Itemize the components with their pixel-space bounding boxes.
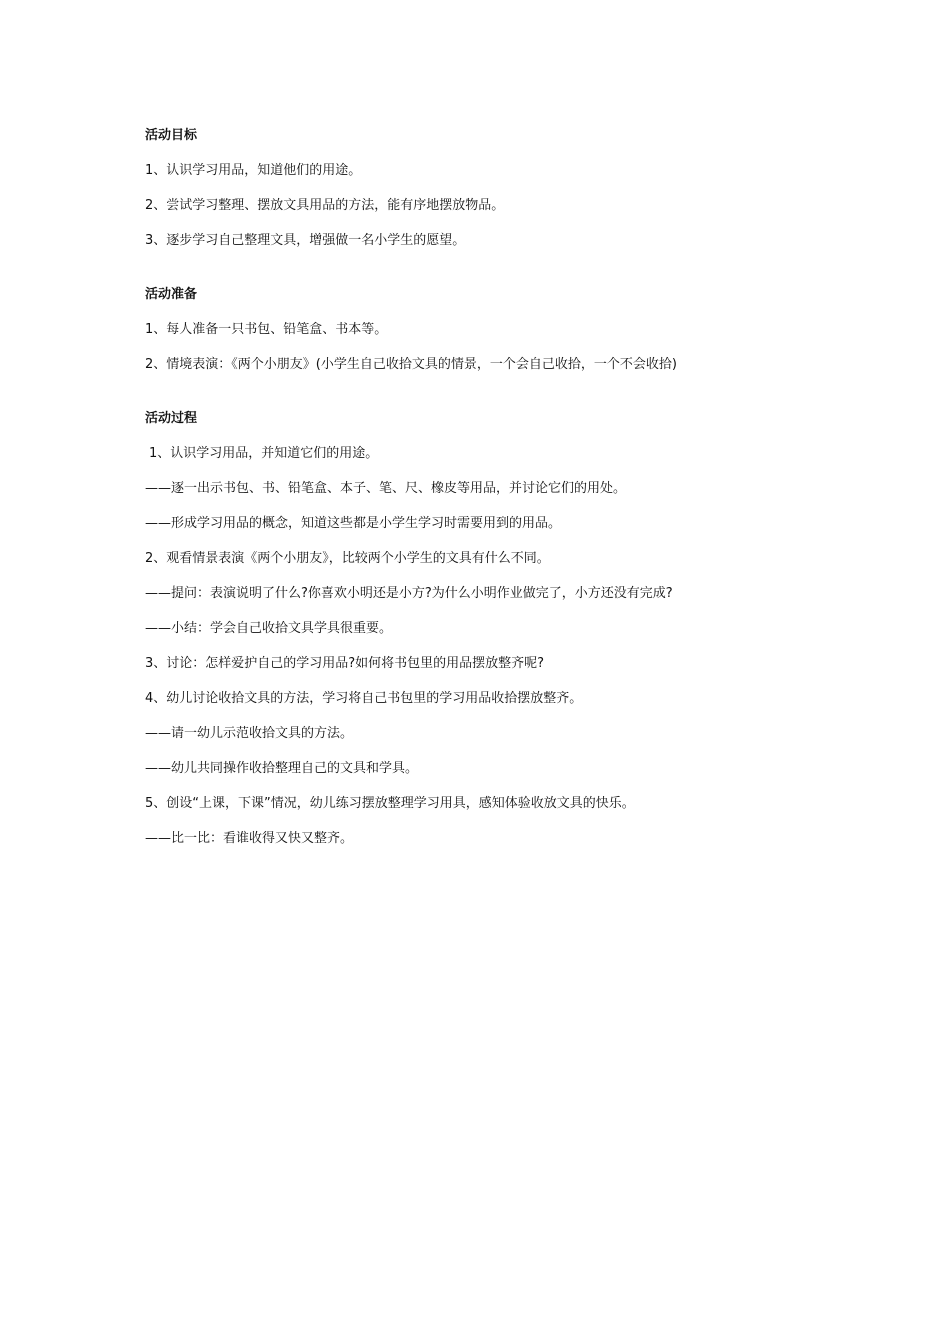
goal-item: 2、尝试学习整理、摆放文具用品的方法，能有序地摆放物品。 bbox=[145, 198, 505, 213]
section-title-preparation: 活动准备 bbox=[145, 287, 198, 302]
section-title-process: 活动过程 bbox=[145, 411, 198, 426]
process-step: 4、幼儿讨论收拾文具的方法，学习将自己书包里的学习用品收拾摆放整齐。 bbox=[145, 691, 583, 706]
section-spacer bbox=[145, 382, 845, 401]
process-step: 5、创设“上课，下课”情况，幼儿练习摆放整理学习用具，感知体验收放文具的快乐。 bbox=[145, 796, 635, 811]
process-detail: ——逐一出示书包、书、铅笔盒、本子、笔、尺、橡皮等用品，并讨论它们的用处。 bbox=[145, 481, 627, 496]
goal-item: 3、逐步学习自己整理文具，增强做一名小学生的愿望。 bbox=[145, 233, 466, 248]
process-detail: ——比一比：看谁收得又快又整齐。 bbox=[145, 831, 354, 846]
process-detail: ——请一幼儿示范收拾文具的方法。 bbox=[145, 726, 354, 741]
process-detail: ——形成学习用品的概念，知道这些都是小学生学习时需要用到的用品。 bbox=[145, 516, 562, 531]
process-step: 3、讨论：怎样爱护自己的学习用品?如何将书包里的用品摆放整齐呢? bbox=[145, 656, 545, 671]
goal-item: 1、认识学习用品，知道他们的用途。 bbox=[145, 163, 362, 178]
document-page bbox=[145, 118, 845, 856]
process-step: 2、观看情景表演《两个小朋友》，比较两个小学生的文具有什么不同。 bbox=[145, 551, 550, 566]
process-detail: ——提问：表演说明了什么?你喜欢小明还是小方?为什么小明作业做完了，小方还没有完成? bbox=[145, 586, 673, 601]
process-detail: ——小结：学会自己收拾文具学具很重要。 bbox=[145, 621, 393, 636]
preparation-item: 1、每人准备一只书包、铅笔盒、书本等。 bbox=[145, 322, 388, 337]
preparation-item: 2、情境表演：《两个小朋友》(小学生自己收拾文具的情景，一个会自己收拾，一个不会收拾) bbox=[145, 357, 677, 372]
section-spacer bbox=[145, 258, 845, 277]
section-title-goals: 活动目标 bbox=[145, 128, 198, 143]
process-detail: ——幼儿共同操作收拾整理自己的文具和学具。 bbox=[145, 761, 419, 776]
process-step: 1、认识学习用品，并知道它们的用途。 bbox=[149, 446, 379, 461]
